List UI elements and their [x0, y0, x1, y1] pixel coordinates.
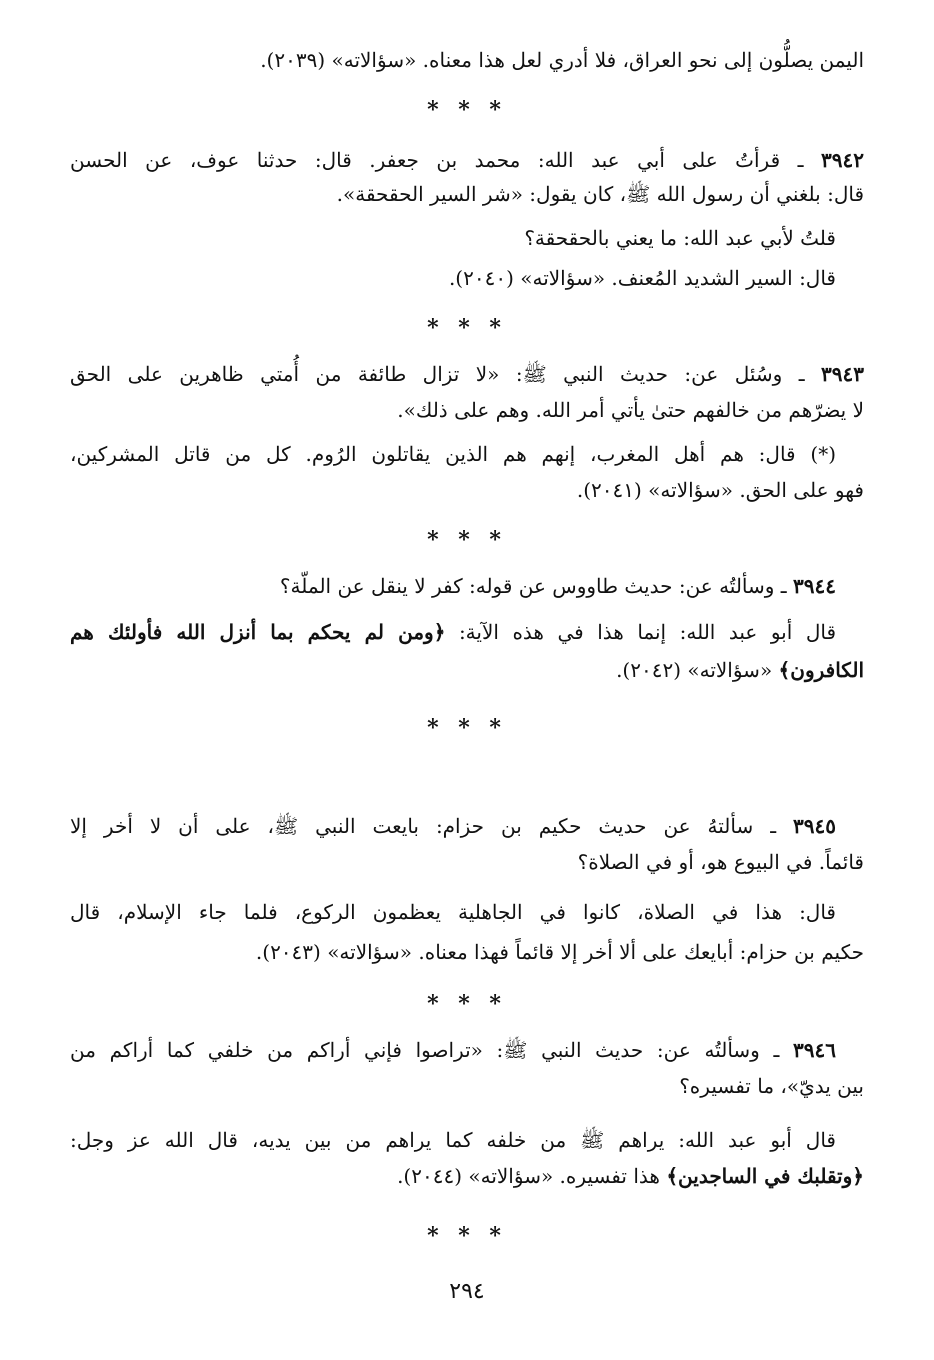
entry-3942-line — [70, 144, 864, 176]
text-line: قال: بلغني أن رسول الله ﷺ، كان يقول: «شر السير الحقحقة». — [336, 182, 864, 206]
entry-text: ـ وسُئل عن: حديث النبي ﷺ: «لا تزال طائفة من أُمتي ظاهرين على الحق — [70, 362, 822, 386]
text-line: فهو على الحق. «سؤالاته» (٢٠٤١). — [576, 478, 864, 502]
entry-number: ٣٩٤٦ — [793, 1038, 836, 1062]
entry-number: ٣٩٤٤ — [793, 574, 836, 598]
text-line: قائماً. في البيوع هو، أو في الصلاة؟ — [577, 850, 864, 874]
quran-verse: ﴿ومن لم يحكم بما أنزل الله فأولئك هم — [70, 620, 446, 644]
entry-text: ـ قرأتُ على أبي عبد الله: محمد بن جعفر. قال: حدثنا عوف، عن الحسن — [70, 148, 822, 172]
page-number: ٢٩٤ — [449, 1279, 485, 1304]
text-line: قال أبو عبد الله: يراهم ﷺ من خلفه كما يراهم من بين يديه، قال الله عز وجل: — [70, 1128, 836, 1152]
entry-3943-line — [70, 358, 864, 390]
section-separator: * * * — [427, 1223, 507, 1249]
entry-number: ٣٩٤٥ — [793, 814, 836, 838]
text-line: (*) قال: هم أهل المغرب، إنهم هم الذين يقاتلون الرُوم. كل من قاتل المشركين، — [70, 442, 836, 466]
entry-number: ٣٩٤٣ — [821, 362, 864, 386]
text-line: بين يديّ»، ما تفسيره؟ — [679, 1074, 864, 1098]
entry-text: ـ وسألتُه عن: حديث النبي ﷺ: «تراصوا فإني أراكم من خلفي كما أراكم من — [70, 1038, 794, 1062]
section-separator: * * * — [427, 715, 507, 741]
text-line: قال: السير الشديد المُعنف. «سؤالاته» (٢٠٤٠). — [448, 266, 836, 290]
entry-text: «سؤالاته» (٢٠٤٢). — [616, 658, 779, 682]
entry-text: قال أبو عبد الله: إنما هذا في هذه الآية: — [445, 620, 836, 644]
text-line: قال: هذا في الصلاة، كانوا في الجاهلية يعظمون الركوع، فلما جاء الإسلام، قال — [70, 900, 836, 924]
entry-number: ٣٩٤٢ — [821, 148, 864, 172]
entry-3944-line — [70, 570, 836, 602]
entry-text: ـ سألتهُ عن حديث حكيم بن حزام: بايعت النبي ﷺ، على أن لا أخر إلا — [70, 814, 794, 838]
entry-3946-line — [70, 1034, 836, 1066]
text-line: اليمن يصلُّون إلى نحو العراق، فلا أدري لعل هذا معناه. «سؤالاته» (٢٠٣٩). — [260, 48, 864, 72]
quran-verse: الكافرون﴾ — [778, 658, 864, 682]
quran-verse: ﴿وتقلبك في الساجدين﴾ — [666, 1164, 864, 1188]
section-separator: * * * — [427, 315, 507, 341]
text-line: لا يضرّهم من خالفهم حتىٰ يأتي أمر الله. وهم على ذلك». — [397, 398, 864, 422]
entry-3945-line — [70, 810, 836, 842]
text-line — [70, 1160, 864, 1192]
entry-text: ـ وسألتُه عن: حديث طاووس عن قوله: كفر لا ينقل عن الملّة؟ — [279, 574, 794, 598]
section-separator: * * * — [427, 991, 507, 1017]
section-separator: * * * — [427, 527, 507, 553]
section-separator: * * * — [427, 97, 507, 123]
text-line — [70, 654, 864, 686]
document-page — [70, 0, 864, 1360]
text-line — [70, 616, 836, 648]
entry-text: هذا تفسيره. «سؤالاته» (٢٠٤٤). — [397, 1164, 667, 1188]
text-line: قلتُ لأبي عبد الله: ما يعني بالحقحقة؟ — [524, 226, 836, 250]
text-line: حكيم بن حزام: أبايعك على ألا أخر إلا قائماً فهذا معناه. «سؤالاته» (٢٠٤٣). — [255, 940, 864, 964]
